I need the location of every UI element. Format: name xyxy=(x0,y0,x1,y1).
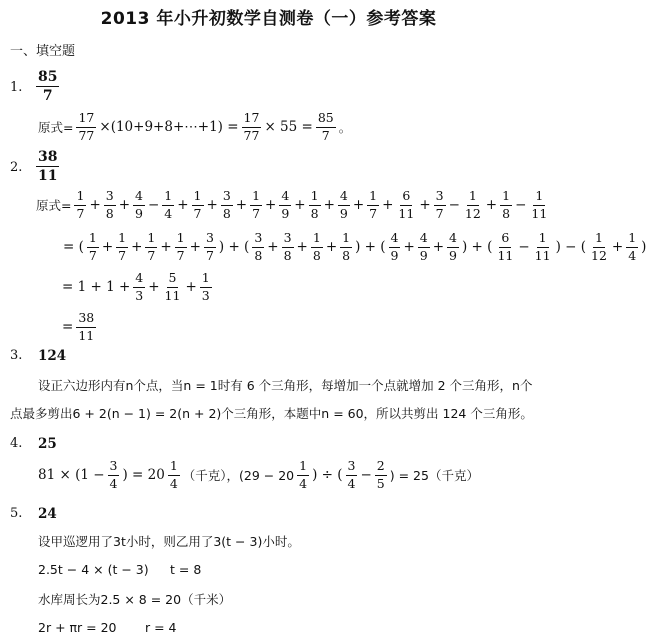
q4-f3-n: 1 xyxy=(297,460,309,476)
q2-line3 xyxy=(62,272,214,302)
q2-line1-denominator-0: 7 xyxy=(76,205,85,221)
q2-line1-fraction-2 xyxy=(133,190,145,220)
q4-f1-d: 4 xyxy=(109,475,118,491)
q3-number: 3. xyxy=(10,348,23,363)
q2-line2-numerator-4: 3 xyxy=(204,232,216,248)
q2-line2-op-6: + xyxy=(267,239,279,255)
q2-line2-denominator-15: 4 xyxy=(628,247,637,263)
q2-line4 xyxy=(62,312,98,342)
q2-line2-numerator-2: 1 xyxy=(145,232,157,248)
q2-line1-op-4: + xyxy=(177,197,189,213)
q2-line1-op-14: + xyxy=(485,197,498,213)
q1-f2-n: 17 xyxy=(242,112,262,128)
q4-f1-n: 3 xyxy=(108,460,120,476)
q2-line1-fraction-5 xyxy=(221,190,233,220)
q2-line1-denominator-10: 7 xyxy=(369,205,378,221)
q2-line1-op-8: + xyxy=(294,197,306,213)
q2-line2-numerator-6: 3 xyxy=(282,232,294,248)
q1-f1-d: 77 xyxy=(78,127,95,143)
q2-line1-op-11: + xyxy=(382,197,394,213)
q2-line1-denominator-15: 11 xyxy=(531,205,548,221)
q2-line2-op-4: + xyxy=(189,239,201,255)
q5-answer: 24 xyxy=(38,506,57,522)
q4-d: ) ÷ ( xyxy=(312,467,343,483)
q2-prefix: 原式= xyxy=(36,198,72,213)
q2-line3-op-2: + xyxy=(185,279,197,295)
q2-line2-fraction-6 xyxy=(282,232,294,262)
q1-end: 。 xyxy=(338,120,352,135)
q2-line1-denominator-6: 7 xyxy=(252,205,261,221)
q2-line1-denominator-12: 7 xyxy=(435,205,444,221)
q2-line1-op-5: + xyxy=(206,197,218,213)
q2-line2-op-10: + xyxy=(403,239,415,255)
q2-line1-numerator-1: 3 xyxy=(104,190,116,206)
q2-line2-op-3: + xyxy=(160,239,172,255)
q2-line1-op-1: + xyxy=(89,197,101,213)
q2-line3-fraction-2 xyxy=(200,272,212,302)
q2-line1-denominator-7: 9 xyxy=(281,205,290,221)
q2-answer-denominator: 11 xyxy=(38,168,58,184)
q1-f2-d: 77 xyxy=(243,127,260,143)
q2-line2-terms xyxy=(62,232,640,262)
q2-line1-denominator-13: 12 xyxy=(464,205,481,221)
q2-line2-numerator-12: 6 xyxy=(499,232,511,248)
q4-f2-n: 1 xyxy=(168,460,180,476)
q2-line2-fraction-4 xyxy=(204,232,216,262)
q2-number: 2. xyxy=(10,160,23,175)
q3-para1: 设正六边形内有n个点，当n = 1时有 6 个三角形，每增加一个点就增加 2 个三角形，n个 xyxy=(38,378,533,393)
q5-line3: 水库周长为2.5 × 8 = 20（千米） xyxy=(38,592,232,607)
q2-line2-numerator-14: 1 xyxy=(593,232,605,248)
q2-line1-numerator-12: 3 xyxy=(434,190,446,206)
q2-line2-denominator-6: 8 xyxy=(283,247,292,263)
q2-line2-fraction-7 xyxy=(311,232,323,262)
q2-line2-op-8: + xyxy=(325,239,338,255)
q5-line4a: 2r + πr = 20 xyxy=(38,620,117,635)
q4-answer: 25 xyxy=(38,436,57,452)
q2-line2-op-15: + xyxy=(611,239,624,255)
q2-line2-denominator-8: 8 xyxy=(342,247,351,263)
q4-f4-d: 4 xyxy=(347,475,356,491)
q2-line1-terms xyxy=(72,190,551,220)
q2-line1-fraction-7 xyxy=(279,190,291,220)
q2-line3-numerator-2: 1 xyxy=(200,272,212,288)
q2-line1-op-9: + xyxy=(323,197,335,213)
q2-line1-numerator-9: 4 xyxy=(338,190,350,206)
q2-line1-numerator-7: 4 xyxy=(279,190,291,206)
q2-line2-fraction-14 xyxy=(589,232,609,262)
q2-line2-fraction-1 xyxy=(116,232,128,262)
q2-line2-fraction-0 xyxy=(87,232,99,262)
q2-line3-denominator-1: 11 xyxy=(164,287,181,303)
q3-para2: 点最多剪出6 + 2(n − 1) = 2(n + 2)个三角形，本题中n = 60，所以共剪出 124 个三角形。 xyxy=(10,406,533,421)
q2-line1-fraction-0 xyxy=(74,190,86,220)
q1-answer-denominator: 7 xyxy=(42,88,53,104)
q2-line2-numerator-1: 1 xyxy=(116,232,128,248)
q1-f1-n: 17 xyxy=(76,112,96,128)
q2-line1-fraction-8 xyxy=(309,190,321,220)
q2-line1-op-13: − xyxy=(448,197,460,213)
q1-f3-n: 85 xyxy=(316,112,336,128)
q2-line1-fraction-4 xyxy=(192,190,204,220)
q2-line4-d: 11 xyxy=(78,327,95,343)
q5-number: 5. xyxy=(10,506,23,521)
q2-line1-numerator-11: 6 xyxy=(400,190,412,206)
q2-line3-numerator-1: 5 xyxy=(167,272,179,288)
q4-f: ) = 25（千克） xyxy=(389,468,479,483)
q2-line1-fraction-10 xyxy=(367,190,379,220)
q2-line2-op-1: + xyxy=(101,239,114,255)
q2-line2-fraction-8 xyxy=(340,232,352,262)
q2-line2-denominator-12: 11 xyxy=(497,247,514,263)
q5-line4b: r = 4 xyxy=(145,620,177,635)
q2-line1-denominator-9: 9 xyxy=(339,205,348,221)
q5-line2a: 2.5t − 4 × (t − 3) xyxy=(38,562,149,577)
q2-line3-fraction-0 xyxy=(133,272,145,302)
q3-answer: 124 xyxy=(38,348,67,364)
q1-number: 1. xyxy=(10,80,23,95)
q2-line1-fraction-6 xyxy=(250,190,262,220)
q2-line4-n: 38 xyxy=(76,312,96,328)
q2-line1-op-3: − xyxy=(147,197,160,213)
q2-line2-numerator-0: 1 xyxy=(87,232,99,248)
q2-line2-op-0: = ( xyxy=(63,239,84,255)
q2-line1-numerator-3: 1 xyxy=(162,190,174,206)
q2-line2-fraction-15 xyxy=(626,232,638,262)
q2-answer xyxy=(34,150,61,183)
q1-answer xyxy=(34,70,61,103)
q2-line2-fraction-5 xyxy=(252,232,264,262)
q1-answer-numerator: 85 xyxy=(38,69,58,85)
q2-line2-fraction-2 xyxy=(145,232,157,262)
q2-line2-fraction-12 xyxy=(495,232,515,262)
q4-f4-n: 3 xyxy=(346,460,358,476)
q2-line1-numerator-14: 1 xyxy=(500,190,512,206)
q2-line3-denominator-2: 3 xyxy=(201,287,210,303)
q2-line1-numerator-5: 3 xyxy=(221,190,233,206)
q2-line1-numerator-8: 1 xyxy=(309,190,321,206)
q2-line3-fraction-1 xyxy=(163,272,183,302)
q4-f5-d: 5 xyxy=(376,475,385,491)
q2-line1-op-10: + xyxy=(352,197,365,213)
q2-line2-op-12: ) + ( xyxy=(462,239,493,255)
q2-line2-numerator-11: 4 xyxy=(447,232,459,248)
q2-line1-numerator-13: 1 xyxy=(467,190,479,206)
q2-line1-op-15: − xyxy=(515,197,527,213)
section-title: 一、填空题 xyxy=(10,44,76,59)
q2-line1-denominator-1: 8 xyxy=(105,205,114,221)
q2-line3-op-1: + xyxy=(148,279,160,295)
q2-line2-end: ) xyxy=(641,239,646,255)
q2-line1-numerator-15: 1 xyxy=(533,190,545,206)
q4-f5-n: 2 xyxy=(375,460,387,476)
q2-line2-denominator-4: 7 xyxy=(205,247,214,263)
q2-line2-denominator-3: 7 xyxy=(176,247,185,263)
q2-line1-numerator-2: 4 xyxy=(133,190,145,206)
q2-line2-fraction-3 xyxy=(175,232,187,262)
q2-line1-denominator-11: 11 xyxy=(398,205,415,221)
q2-answer-numerator: 38 xyxy=(38,149,58,165)
q2-line2-denominator-11: 9 xyxy=(449,247,457,263)
q2-line2-numerator-15: 1 xyxy=(626,232,638,248)
q4-f2-d: 4 xyxy=(169,475,178,491)
q2-line1-fraction-14 xyxy=(500,190,512,220)
q2-line2-numerator-3: 1 xyxy=(175,232,187,248)
q2-line1-numerator-10: 1 xyxy=(367,190,379,206)
q2-line2-denominator-0: 7 xyxy=(88,247,97,263)
page-title: 2013 年小升初数学自测卷（一）参考答案 xyxy=(100,9,437,29)
q2-line1-denominator-5: 8 xyxy=(222,205,231,221)
q2-line1-numerator-0: 1 xyxy=(74,190,86,206)
q2-line1 xyxy=(36,190,551,220)
q2-line1-denominator-4: 7 xyxy=(193,205,202,221)
q1-f3-d: 7 xyxy=(321,127,330,143)
q4-f3-d: 4 xyxy=(299,475,308,491)
q2-line1-op-12: + xyxy=(419,197,431,213)
q2-line2-fraction-13 xyxy=(533,232,553,262)
q2-line2-numerator-9: 4 xyxy=(389,232,401,248)
q2-line1-fraction-12 xyxy=(434,190,446,220)
q2-line2-op-13: − xyxy=(518,239,530,255)
q2-line4-prefix: = xyxy=(62,319,74,335)
q2-line2-numerator-8: 1 xyxy=(340,232,352,248)
q2-line2 xyxy=(62,232,646,262)
q2-line2-denominator-9: 9 xyxy=(390,247,399,263)
q4-a: 81 × (1 − xyxy=(38,467,105,483)
q2-line1-op-6: + xyxy=(235,197,248,213)
q4-b: ) = 20 xyxy=(122,467,165,483)
q2-line1-op-2: + xyxy=(118,197,131,213)
q2-line2-denominator-5: 8 xyxy=(254,247,263,263)
q2-line1-fraction-9 xyxy=(338,190,350,220)
q1-mid: ×(10+9+8+⋯+1) = xyxy=(99,119,239,135)
q2-line1-denominator-14: 8 xyxy=(502,205,511,221)
q2-line2-denominator-7: 8 xyxy=(312,247,321,263)
q2-line2-fraction-10 xyxy=(418,232,430,262)
q2-line1-op-7: + xyxy=(265,197,277,213)
q2-line2-op-11: + xyxy=(432,239,445,255)
q4-solution xyxy=(38,460,479,490)
q1-times55: × 55 = xyxy=(264,119,313,135)
q4-c: （千克），(29 − 20 xyxy=(182,468,295,483)
q2-line2-op-2: + xyxy=(131,239,143,255)
q2-line2-op-14: ) − ( xyxy=(555,239,586,255)
q2-line1-fraction-15 xyxy=(529,190,549,220)
q2-line1-denominator-8: 8 xyxy=(310,205,319,221)
q4-number: 4. xyxy=(10,436,23,451)
q2-line1-fraction-13 xyxy=(463,190,483,220)
q2-line2-numerator-10: 4 xyxy=(418,232,430,248)
q2-line2-op-7: + xyxy=(296,239,308,255)
q2-line2-numerator-13: 1 xyxy=(537,232,549,248)
q2-line2-denominator-13: 11 xyxy=(534,247,551,263)
q2-line2-numerator-7: 1 xyxy=(311,232,323,248)
q2-line1-denominator-2: 9 xyxy=(135,205,143,221)
q2-line3-terms xyxy=(131,272,213,302)
q2-line2-denominator-1: 7 xyxy=(118,247,127,263)
q2-line2-fraction-9 xyxy=(389,232,401,262)
q5-line1: 设甲巡逻用了3t小时，则乙用了3(t − 3)小时。 xyxy=(38,534,300,549)
q2-line1-fraction-3 xyxy=(162,190,174,220)
q2-line2-op-9: ) + ( xyxy=(355,239,386,255)
q5-line2b: t = 8 xyxy=(170,562,202,577)
q2-line1-fraction-1 xyxy=(104,190,116,220)
q2-line1-numerator-6: 1 xyxy=(250,190,262,206)
q2-line2-denominator-10: 9 xyxy=(419,247,428,263)
q2-line2-denominator-2: 7 xyxy=(147,247,156,263)
q2-line3-prefix: = 1 + 1 + xyxy=(62,279,131,295)
q2-line3-denominator-0: 3 xyxy=(135,287,144,303)
q2-line2-denominator-14: 12 xyxy=(591,247,607,263)
q1-solution xyxy=(38,112,351,142)
q2-line1-denominator-3: 4 xyxy=(164,205,173,221)
q2-line1-numerator-4: 1 xyxy=(192,190,204,206)
q2-line3-numerator-0: 4 xyxy=(133,272,145,288)
q2-line2-numerator-5: 3 xyxy=(252,232,264,248)
q4-e: − xyxy=(360,467,372,483)
q2-line2-op-5: ) + ( xyxy=(218,239,250,255)
q2-line1-fraction-11 xyxy=(396,190,416,220)
q1-prefix: 原式= xyxy=(38,120,74,135)
q2-line2-fraction-11 xyxy=(447,232,459,262)
